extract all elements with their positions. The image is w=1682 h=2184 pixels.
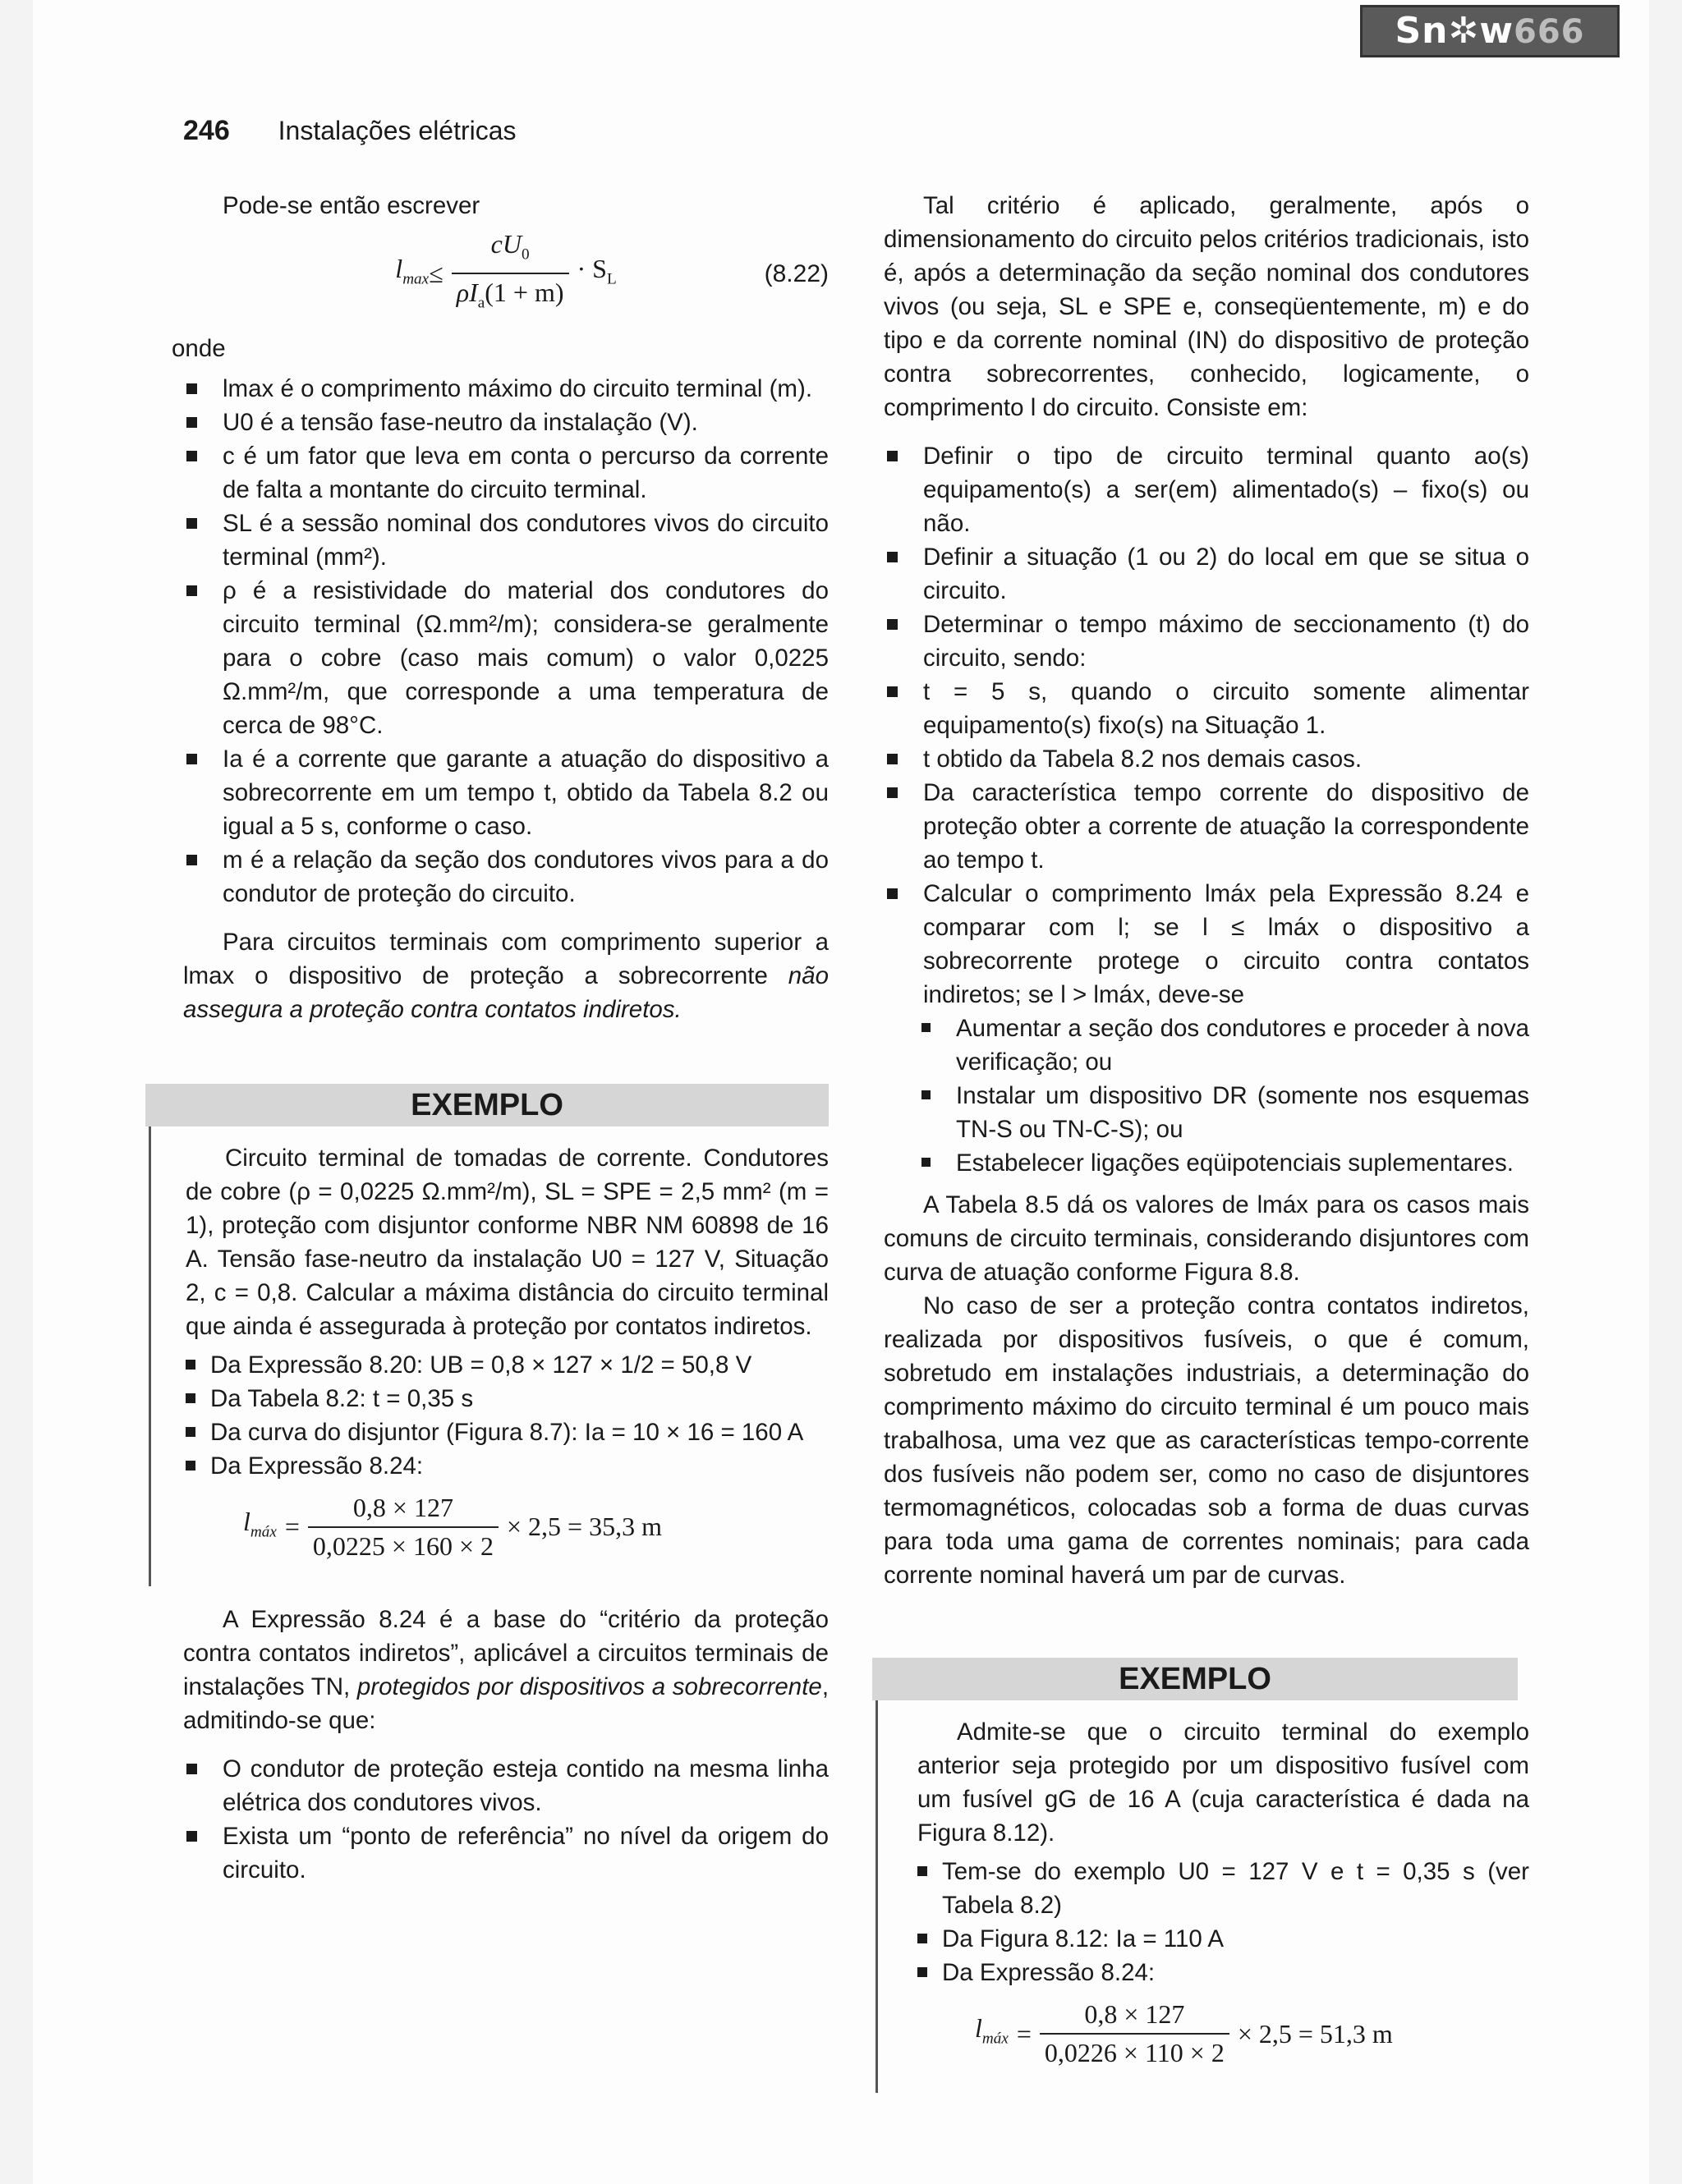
- eq1-leq: ≤: [429, 258, 443, 288]
- ex2-lhs: l: [975, 2013, 982, 2044]
- eq1-fraction: [452, 227, 569, 320]
- ex1-denominator: 0,0225 × 160 × 2: [308, 1526, 499, 1563]
- ex2-rhs: × 2,5 = 51,3 m: [1237, 2018, 1393, 2049]
- watermark-tail: w: [1479, 10, 1514, 52]
- paragraph: [183, 925, 829, 1026]
- watermark-brand: Sn: [1395, 10, 1449, 52]
- ex2-lhs-sub: máx: [981, 2030, 1009, 2048]
- list-item: Definir a situação (1 ou 2) do local em que se situa o circuito.: [884, 540, 1529, 608]
- right-column: [884, 189, 1529, 2093]
- list-item: Tem-se do exemplo U0 = 127 V e t = 0,35 s (ver Tabela 8.2): [917, 1855, 1529, 1922]
- paragraph: Tal critério é aplicado, geralmente, após o dimensionamento do circuito pelos critérios tradicionais, isto é, após a determinação da seção nominal dos condutores vivos (ou seja, SL e SPE e, conseqüentemente, m) e do tipo e da corrente nominal (IN) do dispositivo de proteção contra sobrecorrentes, conhecido, logicamente, o comprimento l do circuito. Consiste em:: [884, 192, 1529, 421]
- eq1-den-tail: (1 + m): [485, 278, 564, 308]
- list-item: t = 5 s, quando o circuito somente alimentar equipamento(s) fixo(s) na Situação 1.: [884, 675, 1529, 742]
- equation-number: (8.22): [764, 259, 829, 287]
- paragraph-text: Para circuitos terminais com comprimento superior a lmax o dispositivo de proteção a sobrecorrente: [183, 928, 829, 989]
- eq1-num: cU: [490, 229, 522, 259]
- list-item: Estabelecer ligações eqüipotenciais suplementares.: [884, 1146, 1529, 1180]
- list-item: c é um fator que leva em conta o percurso da corrente de falta a montante do circuito terminal.: [183, 439, 829, 507]
- example-steps: [186, 1348, 829, 1483]
- ex2-eq-sign: =: [1016, 2018, 1032, 2049]
- paragraph: No caso de ser a proteção contra contatos indiretos, realizada por dispositivos fusíveis, o que é comum, sobretudo em instalações industriais, a determinação do comprimento máximo do circuito terminal é um pouco mais trabalhosa, uma vez que as características tempo-corrente dos fusíveis não podem ser, como no caso de disjuntores termomagnéticos, colocadas sob a forma de duas curvas para toda uma gama de correntes nominais; para cada corrente nominal haverá um par de curvas.: [884, 1292, 1529, 1589]
- snowflake-icon: ✲: [1448, 10, 1480, 52]
- definitions-list: [183, 372, 829, 911]
- eq1-rhs-sub: L: [606, 270, 617, 288]
- book-page: [33, 0, 1649, 2184]
- ex1-lhs: l: [243, 1507, 250, 1537]
- eq1-lhs: l: [395, 253, 403, 283]
- ex2-fraction: [1040, 1998, 1229, 2070]
- list-item: U0 é a tensão fase-neutro da instalação (V).: [183, 406, 829, 439]
- ex1-numerator: 0,8 × 127: [352, 1492, 453, 1522]
- ex1-eq-sign: =: [284, 1512, 300, 1542]
- example-statement: Admite-se que o circuito terminal do exemplo anterior seja protegido por um dispositivo fusível com um fusível gG de 16 A (cuja característica é dada na Figura 8.12).: [917, 1718, 1529, 1847]
- ex2-numerator: 0,8 × 127: [1084, 1999, 1185, 2029]
- list-item: SL é a sessão nominal dos condutores vivos do circuito terminal (mm²).: [183, 507, 829, 574]
- intro-text: Pode-se então escrever: [223, 192, 480, 219]
- paragraph: A Tabela 8.5 dá os valores de lmáx para os casos mais comuns de circuito terminais, considerando disjuntores com curva de atuação conforme Figura 8.8.: [884, 1191, 1529, 1286]
- procedure-list: [884, 439, 1529, 1012]
- list-item: Da Expressão 8.20: UB = 0,8 × 127 × 1/2 = 50,8 V: [186, 1348, 829, 1382]
- list-item: Da curva do disjuntor (Figura 8.7): Ia = 10 × 16 = 160 A: [186, 1415, 829, 1449]
- watermark-logo: [1360, 5, 1620, 57]
- list-item: Exista um “ponto de referência” no nível da origem do circuito.: [183, 1819, 829, 1887]
- assumptions-list: [183, 1752, 829, 1887]
- ex2-denominator: 0,0226 × 110 × 2: [1040, 2033, 1229, 2070]
- list-item: Determinar o tempo máximo de seccionamento (t) do circuito, sendo:: [884, 608, 1529, 675]
- book-title: Instalações elétricas: [278, 116, 517, 145]
- paragraph-emphasis: não assegura a proteção contra contatos indiretos.: [183, 961, 829, 1023]
- list-item: t obtido da Tabela 8.2 nos demais casos.: [884, 742, 1529, 776]
- ex1-fraction: [308, 1491, 499, 1563]
- eq1-den-sub: a: [477, 294, 485, 312]
- paragraph-text: , admitindo-se que:: [183, 1672, 830, 1734]
- list-item: Da característica tempo corrente do dispositivo de proteção obter a corrente de atuação Ia correspondente ao tempo t.: [884, 776, 1529, 877]
- example-body: [875, 1700, 1529, 2093]
- list-item: Instalar um dispositivo DR (somente nos esquemas TN-S ou TN-C-S); ou: [884, 1079, 1529, 1146]
- example-steps: [917, 1855, 1529, 1989]
- example-statement: Circuito terminal de tomadas de corrente. Condutores de cobre (ρ = 0,0225 Ω.mm²/m), SL = SPE = 2,5 mm² (m = 1), proteção com disjuntor conforme NBR NM 60898 de 16 A. Tensão fase-neutro da instalação U0 = 127 V, Situação 2, c = 0,8. Calcular a máxima distância do circuito terminal que ainda é assegurada à proteção por contatos indiretos.: [186, 1144, 829, 1340]
- eq1-den: ρI: [456, 278, 478, 308]
- list-item: Da Tabela 8.2: t = 0,35 s: [186, 1382, 829, 1415]
- list-item: Da Expressão 8.24:: [917, 1956, 1529, 1989]
- eq1-lhs-sub: max: [402, 270, 430, 288]
- equation-8-22: [183, 227, 829, 320]
- list-item: O condutor de proteção esteja contido na mesma linha elétrica dos condutores vivos.: [183, 1752, 829, 1819]
- page-number: 246: [183, 115, 230, 146]
- example-title: EXEMPLO: [872, 1658, 1518, 1700]
- list-item: m é a relação da seção dos condutores vivos para a do condutor de proteção do circuito.: [183, 843, 829, 911]
- paragraph-text: A Expressão 8.24 é a base do “critério da proteção contra contatos indiretos”, aplicável a circuitos terminais de instalações TN,: [183, 1605, 829, 1700]
- ex1-lhs-sub: máx: [250, 1523, 277, 1541]
- example-body: [149, 1126, 829, 1586]
- list-item: Definir o tipo de circuito terminal quanto ao(s) equipamento(s) a ser(em) alimentado(s) – fixo(s) ou não.: [884, 439, 1529, 540]
- procedure-sublist: [884, 1012, 1529, 1180]
- left-column: [172, 189, 830, 1895]
- example-box: [183, 1084, 829, 1586]
- list-item: Aumentar a seção dos condutores e proceder à nova verificação; ou: [884, 1012, 1529, 1079]
- list-item: Da Figura 8.12: Ia = 110 A: [917, 1922, 1529, 1956]
- eq1-rhs: · S: [577, 253, 607, 283]
- running-head: [183, 115, 517, 147]
- ex1-rhs: × 2,5 = 35,3 m: [507, 1512, 662, 1542]
- eq1-num-sub: 0: [521, 245, 530, 264]
- example-title: EXEMPLO: [145, 1084, 829, 1126]
- list-item: ρ é a resistividade do material dos condutores do circuito terminal (Ω.mm²/m); considera-se geralmente para o cobre (caso mais comum) o valor 0,0225 Ω.mm²/m, que corresponde a uma temperatura de cerca de 98°C.: [183, 574, 829, 742]
- watermark-digits: 666: [1514, 13, 1585, 51]
- list-item: Calcular o comprimento lmáx pela Expressão 8.24 e comparar com l; se l ≤ lmáx o dispositivo a sobrecorrente protege o circuito contra contatos indiretos; se l > lmáx, deve-se: [884, 877, 1529, 1012]
- example-box: [884, 1658, 1529, 2093]
- example-equation: [186, 1491, 829, 1563]
- list-item: Ia é a corrente que garante a atuação do dispositivo a sobrecorrente em um tempo t, obtido da Tabela 8.2 ou igual a 5 s, conforme o caso.: [183, 742, 829, 843]
- list-item: Da Expressão 8.24:: [186, 1449, 829, 1483]
- paragraph: [183, 1603, 829, 1737]
- example-equation: [917, 1998, 1529, 2070]
- onde-label: onde: [172, 334, 226, 362]
- paragraph-emphasis: protegidos por dispositivos a sobrecorrente: [356, 1672, 822, 1700]
- list-item: lmax é o comprimento máximo do circuito terminal (m).: [183, 372, 829, 406]
